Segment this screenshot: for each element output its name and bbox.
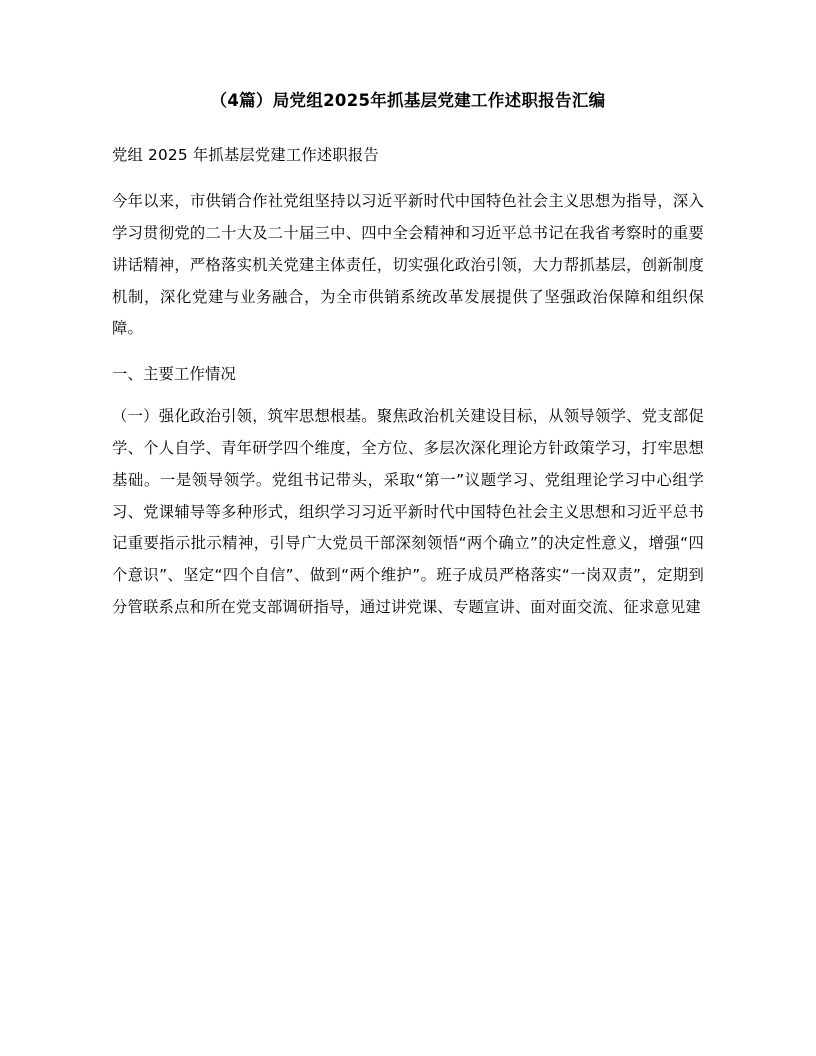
- section-heading-one: 一、主要工作情况: [112, 365, 236, 384]
- paragraph-intro: 今年以来，市供销合作社党组坚持以习近平新时代中国特色社会主义思想为指导，深入学习贯彻党的二十大及二十届三中、四中全会精神和习近平总书记在我省考察时的重要讲话精神，严格落实机关党建主体责任，切实强化政治引领，大力帮抓基层，创新制度机制，深化党建与业务融合，为全市供销系统改革发展提供了坚强政治保障和组织保障。: [112, 192, 704, 338]
- document-subtitle: 党组 2025 年抓基层党建工作述职报告: [112, 146, 379, 165]
- page-title: （4篇）局党组2025年抓基层党建工作述职报告汇编: [210, 91, 606, 110]
- paragraph-section-one-a: （一）强化政治引领，筑牢思想根基。聚焦政治机关建设目标，从领导领学、党支部促学、个人自学、青年研学四个维度，全方位、多层次深化理论方针政策学习，打牢思想基础。一是领导领学。党组书记带头，采取“第一”议题学习、党组理论学习中心组学习、党课辅导等多种形式，组织学习习近平新时代中国特色社会主义思想和习近平总书记重要指示批示精神，引导广大党员干部深刻领悟“两个确立”的决定性意义，增强“四个意识”、坚定“四个自信”、做到“两个维护”。班子成员严格落实“一岗双责”，定期到分管联系点和所在党支部调研指导，通过讲党课、专题宣讲、面对面交流、征求意见建: [112, 407, 704, 616]
